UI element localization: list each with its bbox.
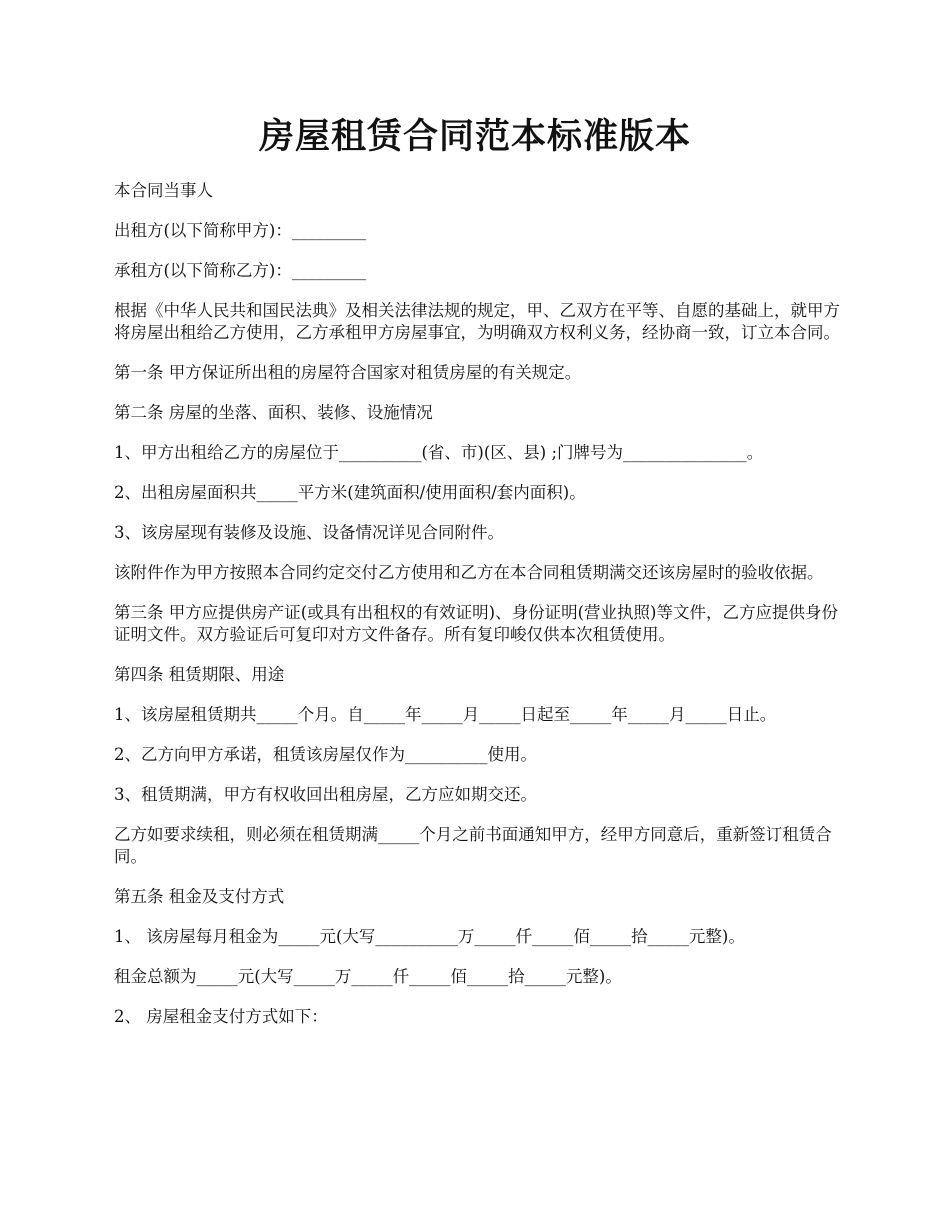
paragraph-article-4-item-3: 3、租赁期满，甲方有权收回出租房屋，乙方应如期交还。 [114,785,537,804]
paragraph-article-2-item-1: 1、甲方出租给乙方的房屋位于__________(省、市)(区、县) ;门牌号为_______________。 [114,443,764,462]
paragraph-article-2-item-3: 3、该房屋现有装修及设施、设备情况详见合同附件。 [114,523,504,542]
paragraph-article-4: 第四条 租赁期限、用途 [114,665,285,684]
paragraph-article-5: 第五条 租金及支付方式 [114,887,285,906]
paragraph-article-2-item-2: 2、出租房屋面积共_____平方米(建筑面积/使用面积/套内面积)。 [114,483,586,502]
paragraph-article-2: 第二条 房屋的坐落、面积、装修、设施情况 [114,403,433,422]
paragraph-lessor: 出租方(以下简称甲方)：_________ [114,221,367,240]
paragraph-article-4-item-2: 2、乙方向甲方承诺，租赁该房屋仅作为__________使用。 [114,745,537,764]
paragraph-article-3: 第三条 甲方应提供房产证(或具有出租权的有效证明)、身份证明(营业执照)等文件，乙方应提供身份证明文件。双方验证后可复印对方文件备存。所有复印峻仅供本次租赁使用。 [114,603,838,644]
paragraph-rent-total: 租金总额为_____元(大写_____万_____仟_____佰_____拾_____元整)。 [114,967,622,986]
paragraph-renewal-note: 乙方如要求续租，则必须在租赁期满_____个月之前书面通知甲方，经甲方同意后，重新签订租赁合同。 [114,825,832,866]
paragraph-parties-heading: 本合同当事人 [114,181,213,200]
paragraph-attachment-note: 该附件作为甲方按照本合同约定交付乙方使用和乙方在本合同租赁期满交还该房屋时的验收依据。 [114,563,824,582]
paragraph-article-1: 第一条 甲方保证所出租的房屋符合国家对租赁房屋的有关规定。 [114,363,582,382]
paragraph-article-5-item-2: 2、 房屋租金支付方式如下： [114,1007,328,1026]
paragraph-article-4-item-1: 1、该房屋租赁期共_____个月。自_____年_____月_____日起至_____年_____月_____日止。 [114,705,777,724]
document-title: 房屋租赁合同范本标准版本 [258,116,691,157]
document-body [114,180,846,1046]
paragraph-lessee: 承租方(以下简称乙方)：_________ [114,261,367,280]
paragraph-preamble: 根据《中华人民共和国民法典》及相关法律法规的规定，甲、乙双方在平等、自愿的基础上，就甲方将房屋出租给乙方使用，乙方承租甲方房屋事宜，为明确双方权利义务，经协商一致，订立本合同。 [114,301,840,342]
paragraph-article-5-item-1: 1、 该房屋每月租金为_____元(大写__________万_____仟_____佰_____拾_____元整)。 [114,927,745,946]
